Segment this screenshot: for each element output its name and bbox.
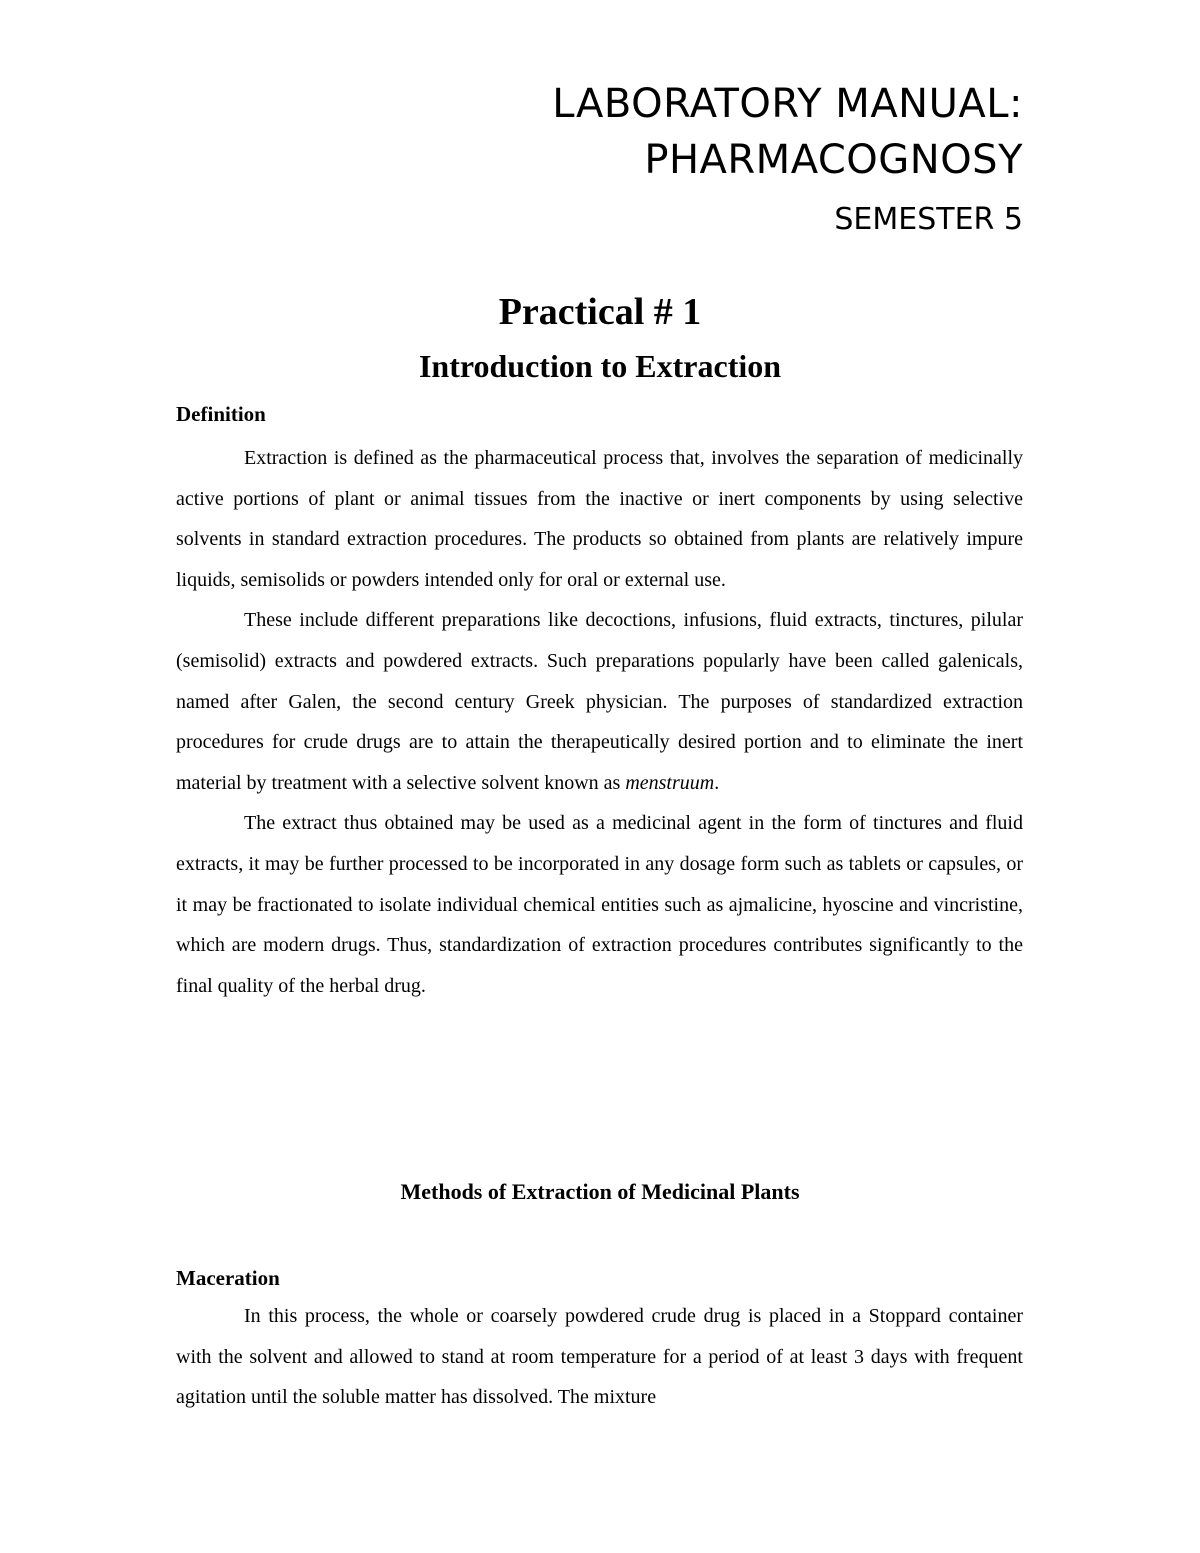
- definition-paragraph-1: Extraction is defined as the pharmaceutical process that, involves the separation of medicinally active portions of plant or animal tissues from the inactive or inert components by using selective solvents in standard extraction procedures. The products so obtained from plants are relatively impure liquids, semisolids or powders intended only for oral or external use.: [176, 447, 1023, 591]
- definition-paragraph-2: [176, 600, 1023, 803]
- header-line-2: PHARMACOGNOSY: [644, 137, 1023, 183]
- definition-paragraph-2-text: These include different preparations like decoctions, infusions, fluid extracts, tinctures, pilular (semisolid) extracts and powdered extracts. Such preparations popularly have been called galenicals, named after Galen, the second century Greek physician. The purposes of standardized extraction procedures for crude drugs are to attain the therapeutically desired portion and to eliminate the inert material by treatment with a selective solvent known as: [176, 609, 1023, 794]
- practical-title: Practical # 1: [498, 291, 702, 333]
- definition-paragraph-2-end: .: [714, 771, 720, 794]
- menstruum-term: menstruum: [625, 771, 715, 794]
- manual-header: [552, 76, 1023, 242]
- methods-heading: Methods of Extraction of Medicinal Plants: [400, 1179, 800, 1204]
- section-title: Introduction to Extraction: [418, 348, 782, 384]
- maceration-heading: Maceration: [176, 1266, 280, 1290]
- definition-section: [176, 398, 1023, 1006]
- maceration-section: [176, 1262, 1023, 1418]
- header-line-1: LABORATORY MANUAL:: [552, 81, 1023, 127]
- definition-heading: Definition: [176, 402, 266, 426]
- definition-paragraph-3: The extract thus obtained may be used as a medicinal agent in the form of tinctures and fluid extracts, it may be further processed to be incorporated in any dosage form such as tablets or capsules, or it may be fractionated to isolate individual chemical entities such as ajmalicine, hyoscine and vincristine, which are modern drugs. Thus, standardization of extraction procedures contributes significantly to the final quality of the herbal drug.: [176, 812, 1023, 997]
- maceration-paragraph-1: In this process, the whole or coarsely powdered crude drug is placed in a Stoppard container with the solvent and allowed to stand at room temperature for a period of at least 3 days with frequent agitation until the soluble matter has dissolved. The mixture: [176, 1305, 1023, 1409]
- header-semester: SEMESTER 5: [834, 202, 1023, 237]
